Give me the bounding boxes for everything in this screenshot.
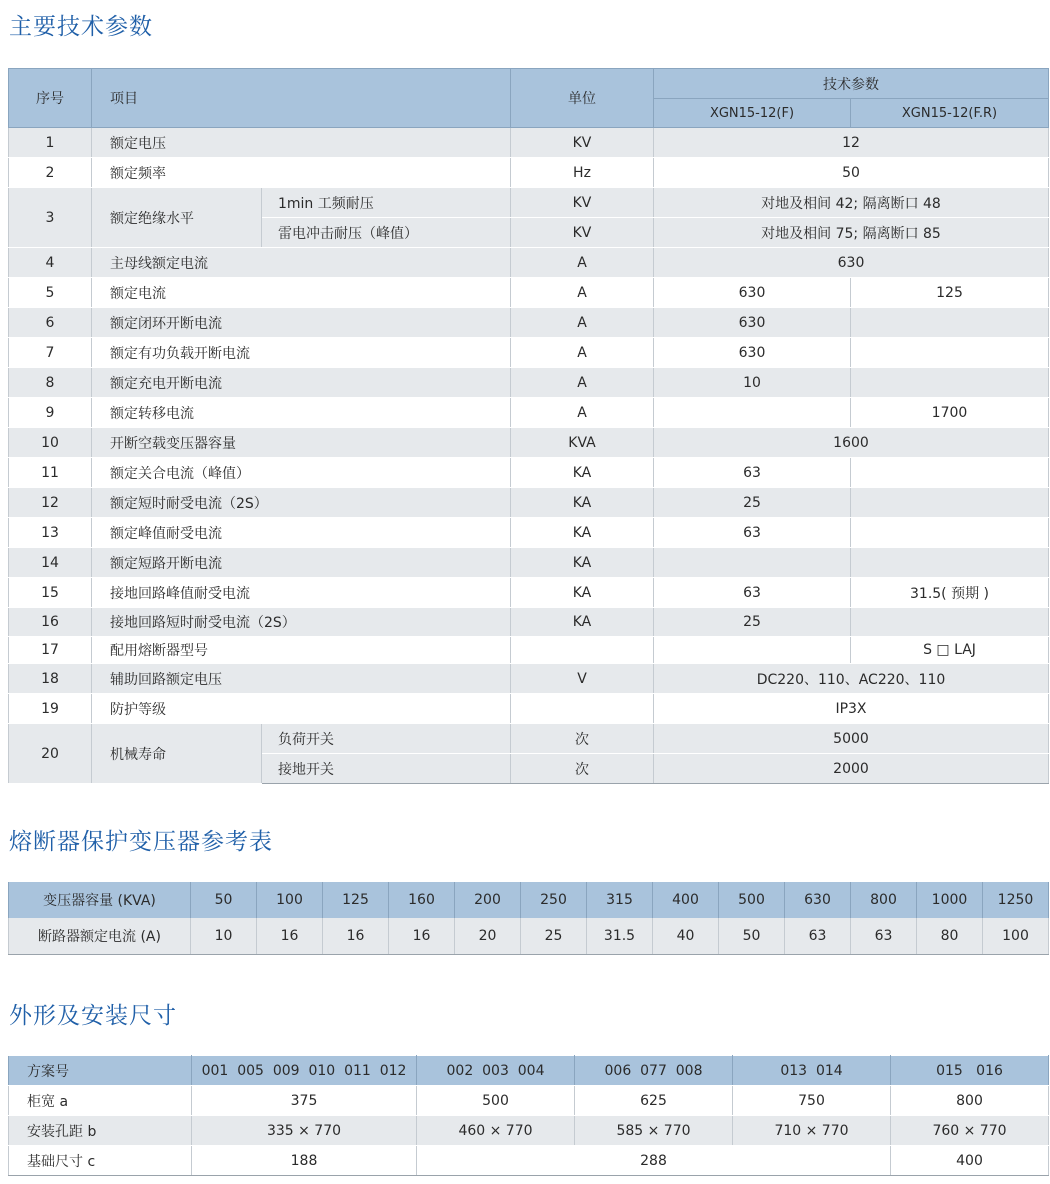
table-row [9,724,1049,754]
row-unit: A [511,398,654,428]
row-value-f: 63 [654,458,851,488]
capacity-cell: 200 [455,882,521,918]
row-item: 开断空载变压器容量 [92,428,511,458]
row-no: 11 [9,458,92,488]
row-no: 16 [9,608,92,637]
row-value-fr [851,518,1049,548]
row-value-fr [851,608,1049,637]
row-item: 额定转移电流 [92,398,511,428]
current-cell: 20 [455,918,521,954]
row-item: 额定闭环开断电流 [92,308,511,338]
scheme-cell: 013 014 [733,1056,891,1086]
capacity-cell: 315 [587,882,653,918]
row-value: DC220、110、AC220、110 [654,664,1049,694]
table-row [9,338,1049,368]
row-value-fr: 125 [851,278,1049,308]
row-value-f [654,637,851,664]
row-item: 机械寿命 [92,724,262,784]
row-unit: V [511,664,654,694]
row-no: 13 [9,518,92,548]
header-no: 序号 [9,69,92,128]
row-item: 额定电压 [92,128,511,158]
transformer-capacity-label: 变压器容量 (KVA) [9,882,191,918]
row-no: 18 [9,664,92,694]
hole-cell: 460 × 770 [417,1116,575,1146]
row-item: 额定充电开断电流 [92,368,511,398]
row-value-fr: 31.5( 预期 ) [851,578,1049,608]
capacity-cell: 400 [653,882,719,918]
row-value-f: 630 [654,278,851,308]
hole-spacing-label: 安装孔距 b [9,1116,192,1146]
base-size-row [9,1146,1049,1176]
capacity-cell: 50 [191,882,257,918]
table-row [9,608,1049,637]
row-item: 防护等级 [92,694,511,724]
row-value-f [654,398,851,428]
row-unit: KVA [511,428,654,458]
table-row [9,488,1049,518]
header-tech-params: 技术参数 [654,69,1049,99]
row-unit: KA [511,578,654,608]
row-unit: KA [511,608,654,637]
width-cell: 800 [891,1086,1049,1116]
row-value-f: 25 [654,488,851,518]
row-value-f [654,548,851,578]
cabinet-width-row [9,1086,1049,1116]
table-row [9,694,1049,724]
row-no: 17 [9,637,92,664]
current-cell: 25 [521,918,587,954]
row-value-fr [851,308,1049,338]
row-unit: KA [511,518,654,548]
width-cell: 375 [192,1086,417,1116]
current-cell: 31.5 [587,918,653,954]
base-cell: 188 [192,1146,417,1176]
current-cell: 63 [785,918,851,954]
current-cell: 63 [851,918,917,954]
row-item: 额定有功负载开断电流 [92,338,511,368]
table-row [9,428,1049,458]
row-no: 14 [9,548,92,578]
row-unit: KV [511,128,654,158]
row-unit: 次 [511,754,654,784]
capacity-cell: 160 [389,882,455,918]
table-row [9,548,1049,578]
row-no: 19 [9,694,92,724]
current-cell: 100 [983,918,1049,954]
row-unit: 次 [511,724,654,754]
row-value-fr [851,338,1049,368]
table-row [9,664,1049,694]
tech-params-table [8,68,1049,784]
scheme-cell: 001 005 009 010 011 012 [192,1056,417,1086]
table-row [9,128,1049,158]
capacity-cell: 500 [719,882,785,918]
table-row [9,578,1049,608]
row-item: 额定短路开断电流 [92,548,511,578]
row-subitem: 雷电冲击耐压（峰值） [262,218,511,248]
row-item: 配用熔断器型号 [92,637,511,664]
capacity-cell: 1250 [983,882,1049,918]
row-value-fr [851,458,1049,488]
row-unit: KA [511,548,654,578]
table-row [9,398,1049,428]
header-unit: 单位 [511,69,654,128]
row-subitem: 接地开关 [262,754,511,784]
fuse-reference-table [8,882,1049,955]
row-no: 4 [9,248,92,278]
row-no: 15 [9,578,92,608]
transformer-capacity-row [9,882,1049,918]
row-value: 12 [654,128,1049,158]
width-cell: 625 [575,1086,733,1116]
row-unit: KA [511,458,654,488]
breaker-current-label: 断路器额定电流 (A) [9,918,191,954]
row-value: 50 [654,158,1049,188]
row-value: 对地及相间 75; 隔离断口 85 [654,218,1049,248]
base-cell: 288 [417,1146,891,1176]
capacity-cell: 100 [257,882,323,918]
row-value-fr [851,488,1049,518]
header-model-f: XGN15-12(F) [654,99,851,128]
dimensions-table [8,1055,1049,1176]
row-value: 630 [654,248,1049,278]
row-value: 5000 [654,724,1049,754]
row-no: 2 [9,158,92,188]
row-unit: A [511,308,654,338]
row-subitem: 1min 工频耐压 [262,188,511,218]
base-size-label: 基础尺寸 c [9,1146,192,1176]
params-section-title: 主要技术参数 [9,14,153,40]
fuse-section-title: 熔断器保护变压器参考表 [9,829,273,855]
row-no: 1 [9,128,92,158]
current-cell: 16 [323,918,389,954]
row-value-fr [851,548,1049,578]
dims-section-title: 外形及安装尺寸 [9,1003,177,1029]
row-item: 接地回路短时耐受电流（2S） [92,608,511,637]
hole-cell: 760 × 770 [891,1116,1049,1146]
row-item: 主母线额定电流 [92,248,511,278]
row-value-fr [851,368,1049,398]
row-unit [511,694,654,724]
cabinet-width-label: 柜宽 a [9,1086,192,1116]
current-cell: 50 [719,918,785,954]
row-no: 5 [9,278,92,308]
table-row [9,518,1049,548]
table-row [9,368,1049,398]
scheme-row [9,1056,1049,1086]
capacity-cell: 1000 [917,882,983,918]
row-no: 9 [9,398,92,428]
row-no: 20 [9,724,92,784]
header-item: 项目 [92,69,511,128]
row-unit: Hz [511,158,654,188]
row-unit: A [511,248,654,278]
row-no: 3 [9,188,92,248]
row-item: 额定频率 [92,158,511,188]
row-value: 1600 [654,428,1049,458]
capacity-cell: 630 [785,882,851,918]
row-item: 额定关合电流（峰值） [92,458,511,488]
row-no: 7 [9,338,92,368]
row-unit: KV [511,188,654,218]
row-value-f: 630 [654,338,851,368]
table-row [9,637,1049,664]
row-unit [511,637,654,664]
row-value-f: 10 [654,368,851,398]
base-cell: 400 [891,1146,1049,1176]
row-unit: KV [511,218,654,248]
row-unit: A [511,338,654,368]
row-unit: KA [511,488,654,518]
header-model-fr: XGN15-12(F.R) [851,99,1049,128]
scheme-cell: 015 016 [891,1056,1049,1086]
hole-cell: 585 × 770 [575,1116,733,1146]
table-row [9,158,1049,188]
row-no: 10 [9,428,92,458]
row-item: 额定短时耐受电流（2S） [92,488,511,518]
table-row [9,188,1049,218]
row-no: 12 [9,488,92,518]
hole-cell: 710 × 770 [733,1116,891,1146]
hole-cell: 335 × 770 [192,1116,417,1146]
row-value-f: 25 [654,608,851,637]
row-value: 2000 [654,754,1049,784]
capacity-cell: 800 [851,882,917,918]
table-row [9,248,1049,278]
current-cell: 80 [917,918,983,954]
row-value-f: 63 [654,578,851,608]
row-item: 辅助回路额定电压 [92,664,511,694]
capacity-cell: 125 [323,882,389,918]
scheme-cell: 006 077 008 [575,1056,733,1086]
row-value-fr: 1700 [851,398,1049,428]
row-value-f: 630 [654,308,851,338]
row-unit: A [511,278,654,308]
row-value: 对地及相间 42; 隔离断口 48 [654,188,1049,218]
row-item: 额定电流 [92,278,511,308]
table-row [9,308,1049,338]
row-value: IP3X [654,694,1049,724]
width-cell: 750 [733,1086,891,1116]
row-no: 8 [9,368,92,398]
current-cell: 16 [389,918,455,954]
row-item: 额定绝缘水平 [92,188,262,248]
current-cell: 16 [257,918,323,954]
capacity-cell: 250 [521,882,587,918]
row-value-f: 63 [654,518,851,548]
scheme-label: 方案号 [9,1056,192,1086]
current-cell: 40 [653,918,719,954]
scheme-cell: 002 003 004 [417,1056,575,1086]
row-no: 6 [9,308,92,338]
hole-spacing-row [9,1116,1049,1146]
row-item: 接地回路峰值耐受电流 [92,578,511,608]
table-row [9,458,1049,488]
current-cell: 10 [191,918,257,954]
table-row [9,278,1049,308]
row-value-fr: S □ LAJ [851,637,1049,664]
row-subitem: 负荷开关 [262,724,511,754]
row-unit: A [511,368,654,398]
width-cell: 500 [417,1086,575,1116]
breaker-current-row [9,918,1049,954]
row-item: 额定峰值耐受电流 [92,518,511,548]
